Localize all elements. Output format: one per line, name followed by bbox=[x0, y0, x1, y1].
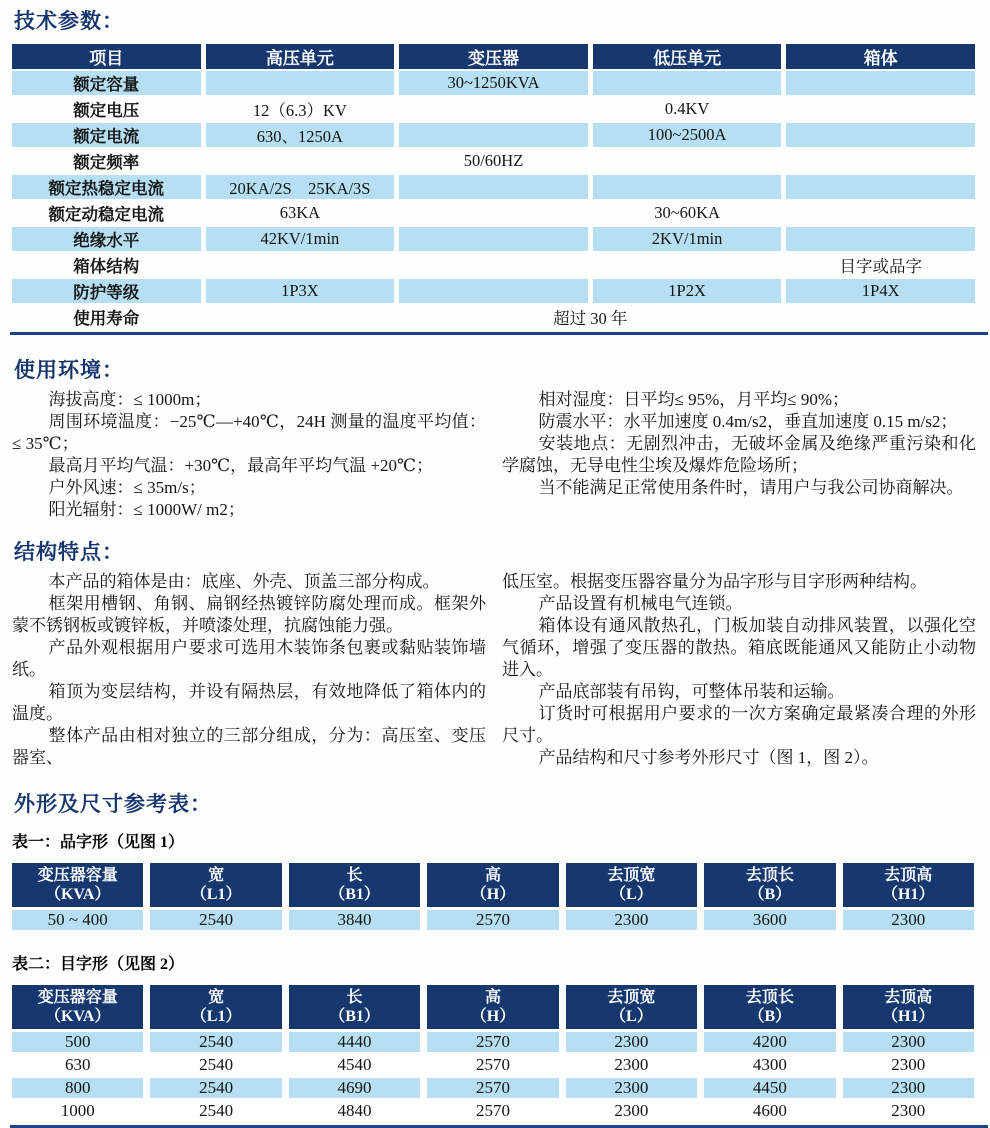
table-cell: 2540 bbox=[199, 1055, 234, 1074]
section-heading-tech-params: 技术参数： bbox=[14, 9, 124, 33]
header-line1: 长 bbox=[346, 867, 363, 884]
header-line1: 高 bbox=[484, 867, 501, 884]
dimensions-table-pin-shape bbox=[5, 860, 981, 933]
table-cell: 2300 bbox=[566, 910, 697, 930]
table-cell: 2300 bbox=[891, 1055, 926, 1074]
table-row bbox=[12, 1055, 974, 1075]
table-cell: 0.4KV bbox=[664, 99, 710, 118]
row-label: 额定电压 bbox=[73, 101, 140, 120]
column-header-topless-width bbox=[566, 863, 697, 907]
section-heading-structure: 结构特点： bbox=[14, 540, 124, 564]
table-cell: 4540 bbox=[337, 1055, 372, 1074]
table-cell bbox=[399, 279, 588, 303]
table-cell: 2540 bbox=[199, 1101, 234, 1120]
table-cell: 4300 bbox=[752, 1055, 787, 1074]
column-header-topless-length bbox=[704, 985, 835, 1029]
table-cell: 2300 bbox=[843, 910, 974, 930]
table-cell: 3600 bbox=[704, 910, 835, 930]
paragraph: 产品结构和尺寸参考外形尺寸（图 1，图 2）。 bbox=[538, 748, 879, 767]
column-header-capacity bbox=[12, 985, 143, 1029]
table-cell: 4690 bbox=[289, 1078, 420, 1098]
table-cell bbox=[593, 175, 782, 199]
header-line2: （H） bbox=[470, 886, 516, 903]
header-line1: 变压器容量 bbox=[37, 989, 118, 1006]
header-line1: 变压器容量 bbox=[37, 867, 118, 884]
table-cell: 2KV/1min bbox=[593, 227, 782, 251]
row-label: 额定动稳定电流 bbox=[48, 205, 165, 224]
paragraph: 框架用槽钢、角钢、扁钢经热镀锌防腐处理而成。框架外蒙不锈钢板或镀锌板，并喷漆处理，抗腐蚀能力强。 bbox=[12, 594, 486, 635]
paragraph: 本产品的箱体是由：底座、外壳、顶盖三部分构成。 bbox=[48, 572, 440, 591]
table-cell: 12（6.3）KV bbox=[252, 101, 347, 120]
table-row bbox=[12, 910, 974, 930]
table-cell bbox=[399, 97, 588, 121]
table-row bbox=[12, 227, 975, 251]
table-cell: 目字或品字 bbox=[839, 257, 922, 276]
table-row bbox=[12, 123, 975, 147]
header-line1: 去顶宽 bbox=[607, 867, 656, 884]
table-cell-lifespan: 超过 30 年 bbox=[553, 309, 628, 328]
environment-right-column bbox=[502, 389, 976, 521]
table-cell: 2570 bbox=[475, 1101, 510, 1120]
paragraph: 订货时可根据用户要求的一次方案确定最紧凑合理的外形尺寸。 bbox=[502, 704, 976, 745]
table-cell bbox=[399, 253, 588, 277]
header-line2: （H） bbox=[470, 1008, 516, 1025]
table-cell bbox=[593, 253, 782, 277]
header-line1: 宽 bbox=[208, 867, 225, 884]
table-cell: 1P2X bbox=[593, 279, 782, 303]
paragraph: 安装地点：无剧烈冲击，无破坏金属及绝缘严重污染和化学腐蚀，无导电性尘埃及爆炸危险场所； bbox=[502, 434, 976, 475]
header-line2: （KVA） bbox=[44, 1008, 111, 1025]
header-line2: （H1） bbox=[882, 886, 935, 903]
table-cell: 2300 bbox=[566, 1078, 697, 1098]
table-cell: 800 bbox=[12, 1078, 143, 1098]
table-row bbox=[12, 175, 975, 199]
table-cell bbox=[786, 175, 975, 199]
table-cell: 4450 bbox=[704, 1078, 835, 1098]
paragraph: 户外风速：≤ 35m/s； bbox=[48, 478, 206, 497]
table-cell bbox=[593, 149, 782, 173]
paragraph: 低压室。根据变压器容量分为品字形与目字形两种结构。 bbox=[502, 572, 927, 591]
table-row bbox=[12, 305, 975, 329]
table-cell: 1P3X bbox=[206, 279, 395, 303]
row-label: 额定容量 bbox=[12, 71, 201, 95]
table-cell: 42KV/1min bbox=[206, 227, 395, 251]
table-cell: 2540 bbox=[150, 1078, 281, 1098]
table-cell: 2570 bbox=[427, 1078, 558, 1098]
table-cell bbox=[399, 227, 588, 251]
header-line1: 去顶长 bbox=[745, 867, 794, 884]
table-cell: 50 ~ 400 bbox=[12, 910, 143, 930]
column-header-lv-unit: 低压单元 bbox=[593, 44, 782, 69]
table-row bbox=[12, 1032, 974, 1052]
table-cell: 2570 bbox=[427, 910, 558, 930]
paragraph: 箱顶为变层结构，并设有隔热层，有效地降低了箱体内的温度。 bbox=[12, 682, 486, 723]
column-header-item: 项目 bbox=[12, 44, 201, 69]
table-cell bbox=[206, 71, 395, 95]
paragraph: 产品外观根据用户要求可选用木装饰条包裹或黏贴装饰墙纸。 bbox=[12, 638, 486, 679]
structure-right-column bbox=[502, 571, 976, 769]
divider-line bbox=[10, 332, 988, 335]
column-header-width bbox=[150, 863, 281, 907]
table-row bbox=[12, 201, 975, 225]
row-label: 额定电流 bbox=[12, 123, 201, 147]
paragraph: 相对湿度：日平均≤ 95%，月平均≤ 90%； bbox=[538, 390, 850, 409]
row-label: 绝缘水平 bbox=[12, 227, 201, 251]
column-header-topless-height bbox=[843, 985, 974, 1029]
header-line1: 去顶高 bbox=[884, 989, 933, 1006]
table-row bbox=[12, 149, 975, 173]
table-header-row bbox=[12, 44, 975, 69]
paragraph: 海拔高度：≤ 1000m； bbox=[48, 390, 212, 409]
table-cell: 100~2500A bbox=[593, 123, 782, 147]
header-line2: （L） bbox=[610, 886, 653, 903]
table-cell bbox=[786, 201, 975, 225]
table-header-row bbox=[12, 863, 974, 907]
table-cell: 2300 bbox=[843, 1078, 974, 1098]
column-header-hv-unit: 高压单元 bbox=[206, 44, 395, 69]
table-cell bbox=[399, 123, 588, 147]
table-cell: 63KA bbox=[279, 203, 321, 222]
paragraph: 周围环境温度：−25℃—+40℃，24H 测量的温度平均值：≤ 35℃； bbox=[12, 412, 486, 453]
section-heading-environment: 使用环境： bbox=[14, 358, 124, 382]
header-line1: 高 bbox=[484, 989, 501, 1006]
header-line1: 去顶宽 bbox=[607, 989, 656, 1006]
header-line2: （H1） bbox=[882, 1008, 935, 1025]
table-row bbox=[12, 71, 975, 95]
column-header-height bbox=[427, 985, 558, 1029]
table-cell bbox=[399, 175, 588, 199]
row-label: 使用寿命 bbox=[73, 309, 140, 328]
table-cell: 2570 bbox=[427, 1032, 558, 1052]
header-line2: （L） bbox=[610, 1008, 653, 1025]
table-cell: 1000 bbox=[60, 1101, 95, 1120]
table-cell bbox=[786, 71, 975, 95]
column-header-topless-width bbox=[566, 985, 697, 1029]
table-cell bbox=[786, 227, 975, 251]
paragraph: 产品底部装有吊钩，可整体吊装和运输。 bbox=[538, 682, 845, 701]
table-row bbox=[12, 1101, 974, 1121]
dimensions-table-ri-shape bbox=[5, 982, 981, 1124]
paragraph: 当不能满足正常使用条件时，请用户与我公司协商解决。 bbox=[538, 478, 964, 497]
table-cell: 630、1250A bbox=[206, 123, 395, 147]
table-cell: 2300 bbox=[614, 1101, 649, 1120]
column-header-topless-height bbox=[843, 863, 974, 907]
table-cell: 4840 bbox=[337, 1101, 372, 1120]
table1-caption: 表一：品字形（见图 1） bbox=[12, 834, 185, 851]
paragraph: 产品设置有机械电气连锁。 bbox=[538, 594, 743, 613]
column-header-enclosure: 箱体 bbox=[786, 44, 975, 69]
row-label: 额定热稳定电流 bbox=[12, 175, 201, 199]
column-header-width bbox=[150, 985, 281, 1029]
header-line2: （B） bbox=[748, 886, 792, 903]
table-cell: 2300 bbox=[843, 1032, 974, 1052]
header-line1: 去顶高 bbox=[884, 867, 933, 884]
table-cell bbox=[786, 123, 975, 147]
table-cell: 4440 bbox=[289, 1032, 420, 1052]
paragraph: 最高月平均气温：+30℃，最高年平均气温 +20℃； bbox=[48, 456, 434, 475]
table2-caption: 表二：目字形（见图 2） bbox=[12, 956, 185, 973]
structure-columns bbox=[12, 571, 983, 769]
structure-left-column bbox=[12, 571, 486, 769]
column-header-transformer: 变压器 bbox=[399, 44, 588, 69]
table-cell: 2300 bbox=[566, 1032, 697, 1052]
table-cell: 4600 bbox=[752, 1101, 787, 1120]
table-cell: 4200 bbox=[704, 1032, 835, 1052]
table-cell bbox=[593, 71, 782, 95]
paragraph: 箱体设有通风散热孔，门板加装自动排风装置，以强化空气循环，增强了变压器的散热。箱底既能通风又能防止小动物进入。 bbox=[502, 616, 976, 679]
section-heading-dimensions: 外形及尺寸参考表： bbox=[14, 792, 212, 816]
column-header-length bbox=[289, 985, 420, 1029]
table-cell bbox=[786, 149, 975, 173]
column-header-length bbox=[289, 863, 420, 907]
table-cell bbox=[206, 149, 395, 173]
table-cell: 500 bbox=[12, 1032, 143, 1052]
tech-params-table bbox=[7, 42, 980, 331]
environment-left-column bbox=[12, 389, 486, 521]
table-cell: 630 bbox=[64, 1055, 91, 1074]
column-header-capacity bbox=[12, 863, 143, 907]
table-cell: 50/60HZ bbox=[463, 151, 524, 170]
table-cell: 1P4X bbox=[786, 279, 975, 303]
table-cell bbox=[399, 201, 588, 225]
table-cell: 20KA/2S 25KA/3S bbox=[206, 175, 395, 199]
table-cell: 2570 bbox=[475, 1055, 510, 1074]
header-line2: （L1） bbox=[190, 1008, 242, 1025]
table-cell: 2540 bbox=[150, 1032, 281, 1052]
header-line1: 长 bbox=[346, 989, 363, 1006]
header-line2: （B） bbox=[748, 1008, 792, 1025]
table-cell bbox=[206, 253, 395, 277]
table-row bbox=[12, 253, 975, 277]
table-cell bbox=[786, 97, 975, 121]
table-cell: 2300 bbox=[614, 1055, 649, 1074]
column-header-height bbox=[427, 863, 558, 907]
table-cell: 30~60KA bbox=[654, 203, 720, 222]
table-row bbox=[12, 279, 975, 303]
paragraph: 防震水平：水平加速度 0.4m/s2，垂直加速度 0.15 m/s2； bbox=[538, 412, 958, 431]
table-cell: 30~1250KVA bbox=[399, 71, 588, 95]
table-row bbox=[12, 1078, 974, 1098]
header-line2: （B1） bbox=[329, 886, 380, 903]
header-line2: （B1） bbox=[329, 1008, 380, 1025]
column-header-topless-length bbox=[704, 863, 835, 907]
table-header-row bbox=[12, 985, 974, 1029]
table-row bbox=[12, 97, 975, 121]
table-cell: 2300 bbox=[891, 1101, 926, 1120]
table-cell: 3840 bbox=[289, 910, 420, 930]
header-line2: （KVA） bbox=[44, 886, 111, 903]
paragraph: 阳光辐射：≤ 1000W/ m2； bbox=[48, 500, 245, 519]
environment-columns bbox=[12, 389, 983, 521]
header-line1: 宽 bbox=[208, 989, 225, 1006]
header-line2: （L1） bbox=[190, 886, 242, 903]
paragraph: 整体产品由相对独立的三部分组成，分为：高压室、变压器室、 bbox=[12, 726, 486, 767]
row-label: 额定频率 bbox=[73, 153, 140, 172]
row-label: 防护等级 bbox=[12, 279, 201, 303]
header-line1: 去顶长 bbox=[745, 989, 794, 1006]
table-cell: 2540 bbox=[150, 910, 281, 930]
row-label: 箱体结构 bbox=[73, 257, 140, 276]
